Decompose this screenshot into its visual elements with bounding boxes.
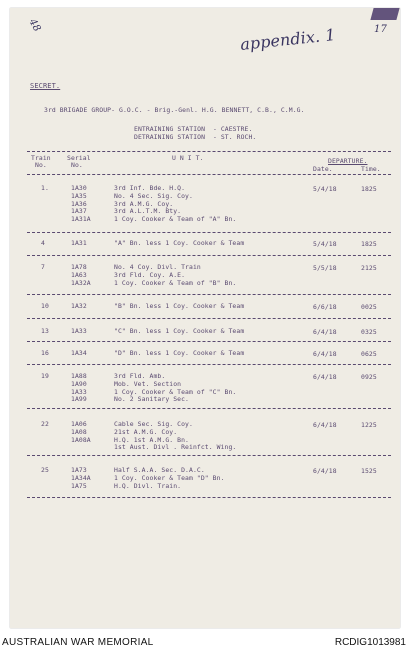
col-date: Date. [313, 165, 333, 173]
serial-number: 1A08A [71, 435, 91, 444]
footer-source: AUSTRALIAN WAR MEMORIAL [2, 637, 154, 648]
serial-number: 1A99 [71, 395, 87, 404]
departure-date: 5/4/18 [313, 185, 337, 193]
unit-name: No. 2 Sanitary Sec. [114, 395, 190, 404]
serial-number: 1A31 [71, 239, 87, 247]
corner-number-right: 17 [374, 24, 387, 35]
col-unit: U N I T. [172, 154, 204, 162]
departure-time: 0925 [361, 373, 377, 381]
departure-date: 6/4/18 [313, 421, 337, 429]
serial-number: 1A31A [71, 215, 91, 224]
unit-name: 3rd Inf. Bde. H.Q. [114, 184, 186, 192]
unit-name: "C" Bn. less 1 Coy. Cooker & Team [114, 327, 245, 335]
unit-name: H.Q. 1st A.M.G. Bn. [114, 435, 190, 444]
row-divider [27, 294, 391, 295]
paper-tab [370, 8, 399, 20]
brigade-line: 3rd BRIGADE GROUP- G.O.C. - Brig.-Genl. H.G. BENNETT, C.B., C.M.G. [44, 106, 305, 114]
row-divider [27, 255, 391, 256]
serial-number: 1A34 [71, 349, 87, 357]
departure-time: 0325 [361, 328, 377, 336]
departure-date: 5/5/18 [313, 264, 337, 272]
departure-date: 5/4/18 [313, 240, 337, 248]
serial-number: 1A36 [71, 199, 87, 208]
serial-number: 1A33 [71, 387, 87, 396]
unit-name: 3rd Fld. Amb. [114, 372, 166, 380]
unit-name: 3rd A.L.T.M. Bty. [114, 207, 182, 216]
serial-number: 1A63 [71, 270, 87, 279]
serial-number: 1A35 [71, 191, 87, 200]
departure-time: 1825 [361, 240, 377, 248]
train-number: 13 [41, 327, 49, 335]
serial-number: 1A08 [71, 427, 87, 436]
serial-number: 1A88 [71, 372, 87, 380]
unit-name: 1 Coy. Cooker & Team of "B" Bn. [114, 278, 237, 287]
row-divider [27, 364, 391, 365]
unit-name: Mob. Vet. Section [114, 379, 182, 388]
unit-name: 1 Coy. Cooker & Team "D" Bn. [114, 473, 225, 482]
entraining-station: ENTRAINING STATION - CAESTRE. [134, 125, 253, 133]
serial-number: 1A06 [71, 420, 87, 428]
train-number: 22 [41, 420, 49, 428]
departure-date: 6/4/18 [313, 373, 337, 381]
row-divider [27, 318, 391, 319]
divider [27, 151, 391, 152]
departure-time: 0025 [361, 303, 377, 311]
col-serial: Serial [67, 154, 91, 162]
train-number: 10 [41, 302, 49, 310]
train-number: 19 [41, 372, 49, 380]
train-number: 25 [41, 466, 49, 474]
unit-name: "B" Bn. less 1 Coy. Cooker & Team [114, 302, 245, 310]
row-divider [27, 408, 391, 409]
serial-number: 1A30 [71, 184, 87, 192]
departure-time: 2125 [361, 264, 377, 272]
col-serial-no: No. [71, 161, 83, 169]
unit-name: 3rd A.M.G. Coy. [114, 199, 174, 208]
train-number: 1. [41, 184, 49, 192]
departure-time: 1225 [361, 421, 377, 429]
departure-date: 6/6/18 [313, 303, 337, 311]
unit-name: Cable Sec. Sig. Coy. [114, 420, 193, 428]
divider [27, 174, 391, 175]
unit-name: No. 4 Coy. Divl. Train [114, 263, 201, 271]
unit-name: 1st Aust. Divl . Reinfct. Wing. [114, 443, 237, 452]
departure-date: 6/4/18 [313, 467, 337, 475]
unit-name: H.Q. Divl. Train. [114, 481, 182, 490]
row-divider [27, 497, 391, 498]
detraining-station: DETRAINING STATION - ST. ROCH. [134, 133, 257, 141]
appendix-annotation: appendix. 1 [239, 25, 337, 54]
departure-time: 1525 [361, 467, 377, 475]
unit-name: Half S.A.A. Sec. D.A.C. [114, 466, 205, 474]
serial-number: 1A32A [71, 278, 91, 287]
unit-name: 1 Coy. Cooker & Team of "A" Bn. [114, 215, 237, 224]
secret-heading: SECRET. [30, 82, 61, 90]
unit-name: No. 4 Sec. Sig. Coy. [114, 191, 193, 200]
departure-time: 1825 [361, 185, 377, 193]
train-number: 16 [41, 349, 49, 357]
departure-date: 6/4/18 [313, 350, 337, 358]
footer-id: RCDIG1013981 [334, 637, 406, 648]
serial-number: 1A90 [71, 379, 87, 388]
corner-number-left: 48 [26, 17, 43, 34]
serial-number: 1A37 [71, 207, 87, 216]
col-departure: DEPARTURE. [328, 157, 368, 165]
unit-name: "A" Bn. less 1 Coy. Cooker & Team [114, 239, 245, 247]
row-divider [27, 455, 391, 456]
serial-number: 1A78 [71, 263, 87, 271]
row-divider [27, 232, 391, 233]
departure-time: 0625 [361, 350, 377, 358]
serial-number: 1A34A [71, 473, 91, 482]
serial-number: 1A32 [71, 302, 87, 310]
unit-name: 1 Coy. Cooker & Team of "C" Bn. [114, 387, 237, 396]
train-number: 7 [41, 263, 45, 271]
serial-number: 1A75 [71, 481, 87, 490]
unit-name: 21st A.M.G. Coy. [114, 427, 178, 436]
col-train: Train [31, 154, 51, 162]
col-time: Time. [361, 165, 381, 173]
train-number: 4 [41, 239, 45, 247]
departure-date: 6/4/18 [313, 328, 337, 336]
serial-number: 1A33 [71, 327, 87, 335]
row-divider [27, 341, 391, 342]
col-train-no: No. [35, 161, 47, 169]
unit-name: 3rd Fld. Coy. A.E. [114, 270, 186, 279]
serial-number: 1A73 [71, 466, 87, 474]
unit-name: "D" Bn. less 1 Coy. Cooker & Team [114, 349, 245, 357]
